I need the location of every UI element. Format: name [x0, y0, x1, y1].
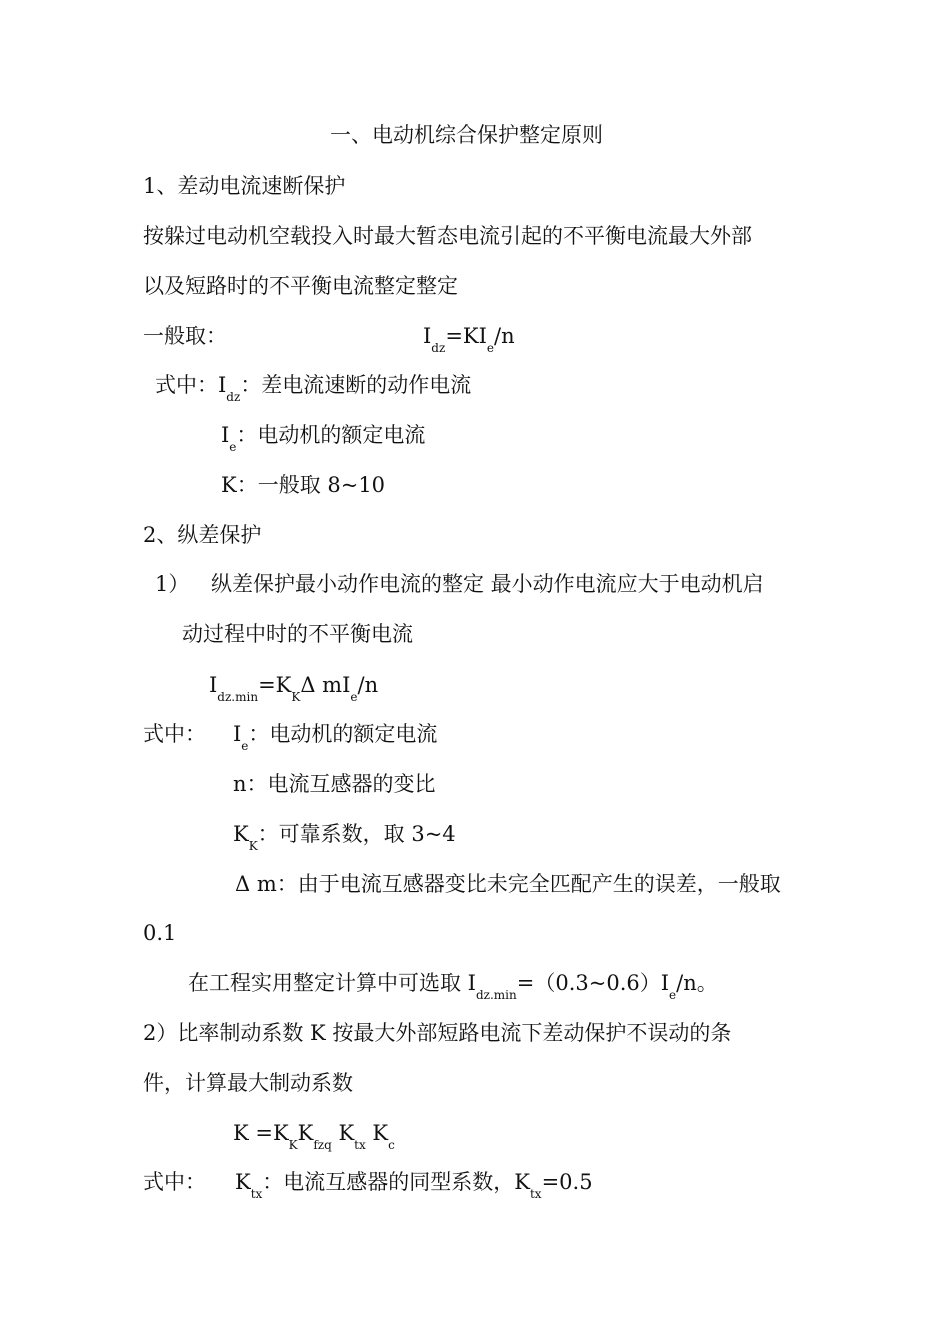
formula-label: 一般取： [143, 324, 227, 348]
definition-n: n：电流互感器的变比 [233, 772, 436, 796]
where-label-2: 式中： [143, 1170, 206, 1194]
page-title: 一、电动机综合保护整定原则 [330, 123, 603, 147]
formula-k: $K =K_KK_{fzq}$ $K_{tx}$ $K_c$ [233, 1121, 395, 1152]
definition-ie: $I_e$：电动机的额定电流 [221, 423, 426, 454]
item-1-number: 1） [155, 572, 190, 596]
definition-delta-m: Δ m：由于电流互感器变比未完全匹配产生的误差，一般取 [235, 872, 781, 896]
definition-delta-m-value: 0.1 [143, 921, 177, 945]
item-2-continuation: 件，计算最大制动系数 [143, 1071, 353, 1095]
definition-idz: 式中：$I_{dz}$：差电流速断的动作电流 [155, 373, 472, 404]
definition-ie-2: $I_e$：电动机的额定电流 [233, 722, 438, 753]
definition-k: K：一般取 8~10 [221, 473, 386, 497]
practice-note: 在工程实用整定计算中可选取 $I_{dz.min}=(0.3\sim 0.6)I_e/n$。 [188, 971, 718, 1002]
formula-idz: $I_{dz}=KI_e/n$ [423, 324, 515, 355]
definition-kk: $K_K$：可靠系数，取 3~4 [233, 822, 456, 853]
section-1-paragraph-line-1: 按躲过电动机空载投入时最大暂态电流引起的不平衡电流最大外部 [143, 224, 752, 248]
item-1-text: 纵差保护最小动作电流的整定 最小动作电流应大于电动机启 [211, 572, 764, 596]
definition-ktx: $K_{tx}$：电流互感器的同型系数，$K_{tx}=0.5$ [235, 1170, 593, 1201]
formula-idz-min: $I_{dz.min}=K_K\Delta$ $mI_e/n$ [209, 673, 379, 704]
where-label: 式中： [143, 722, 206, 746]
section-2-heading: 2、纵差保护 [143, 523, 262, 547]
item-1-continuation: 动过程中时的不平衡电流 [182, 622, 413, 646]
item-2-text: 2）比率制动系数 K 按最大外部短路电流下差动保护不误动的条 [143, 1021, 732, 1045]
section-1-paragraph-line-2: 以及短路时的不平衡电流整定整定 [143, 274, 458, 298]
section-1-heading: 1、差动电流速断保护 [143, 174, 346, 198]
